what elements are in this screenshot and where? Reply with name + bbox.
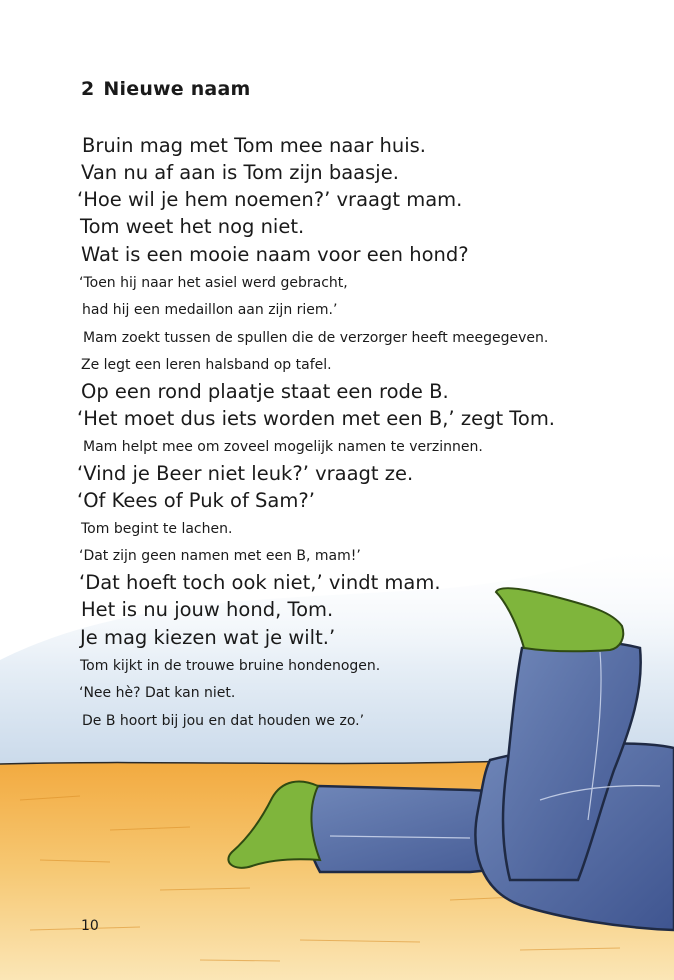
story-line: Wat is een mooie naam voor een hond? (81, 243, 469, 266)
story-line: Tom begint te lachen. (81, 521, 233, 537)
story-line: ‘Vind je Beer niet leuk?’ vraagt ze. (77, 462, 414, 485)
story-line: ‘Het moet dus iets worden met een B,’ zegt Tom. (77, 407, 556, 430)
story-line: ‘Hoe wil je hem noemen?’ vraagt mam. (77, 188, 463, 211)
story-line: De B hoort bij jou en dat houden we zo.’ (82, 713, 365, 729)
story-line: Tom kijkt in de trouwe bruine hondenogen. (80, 658, 381, 674)
story-line: ‘Dat hoeft toch ook niet,’ vindt mam. (79, 571, 441, 594)
story-line: Ze legt een leren halsband op tafel. (81, 357, 332, 373)
story-line: Bruin mag met Tom mee naar huis. (82, 134, 426, 157)
story-line: ‘Of Kees of Puk of Sam?’ (77, 489, 315, 512)
story-line: had hij een medaillon aan zijn riem.’ (82, 302, 338, 318)
story-line: Mam helpt mee om zoveel mogelijk namen te verzinnen. (83, 439, 483, 455)
story-line: ‘Dat zijn geen namen met een B, mam!’ (79, 548, 361, 564)
chapter-title (81, 78, 250, 100)
story-line: Je mag kiezen wat je wilt.’ (80, 626, 336, 649)
story-line: Van nu af aan is Tom zijn baasje. (81, 161, 399, 184)
page-number: 10 (81, 918, 99, 934)
story-line: Het is nu jouw hond, Tom. (81, 598, 334, 621)
chapter-number: 2 (81, 78, 95, 100)
story-line: ‘Nee hè? Dat kan niet. (79, 685, 236, 701)
chapter-title-text: Nieuwe naam (103, 78, 251, 100)
story-line: Mam zoekt tussen de spullen die de verzorger heeft meegegeven. (83, 330, 549, 346)
story-line: ‘Toen hij naar het asiel werd gebracht, (79, 275, 348, 291)
story-line: Tom weet het nog niet. (80, 215, 305, 238)
story-line: Op een rond plaatje staat een rode B. (81, 380, 449, 403)
